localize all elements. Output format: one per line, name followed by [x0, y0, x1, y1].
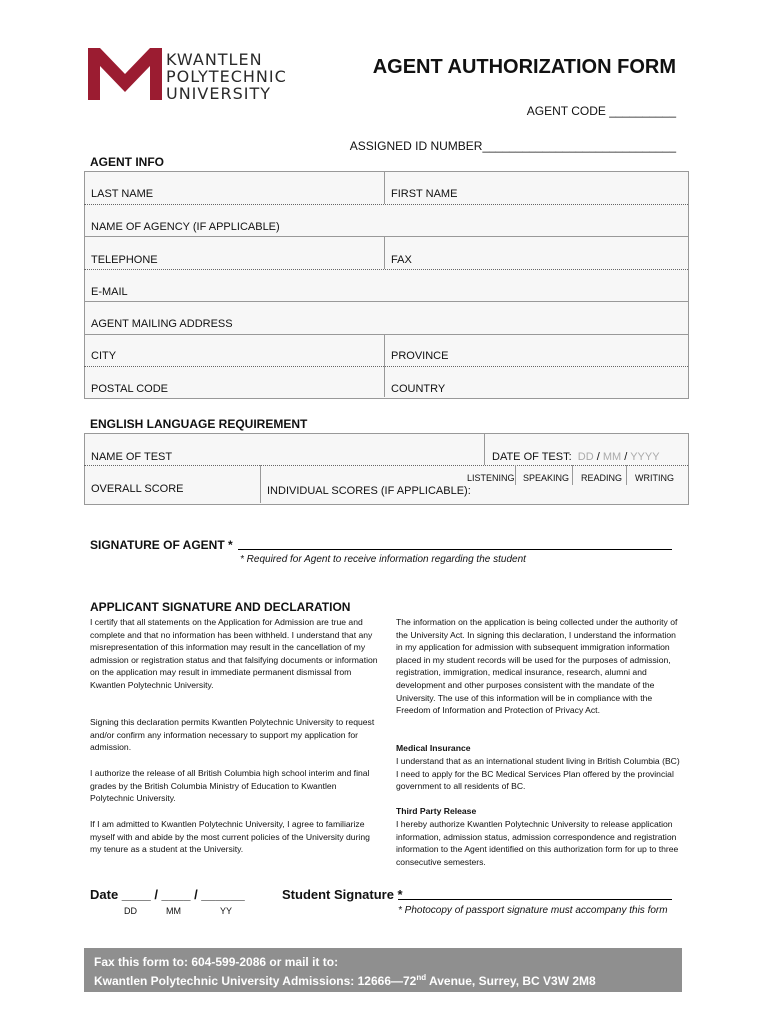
- reading-field[interactable]: READING: [581, 473, 623, 483]
- agent-info-table: [84, 171, 689, 399]
- assigned-id-field[interactable]: ASSIGNED ID NUMBER_____________________________: [349, 139, 676, 153]
- province-field[interactable]: PROVINCE: [391, 350, 449, 362]
- date-of-test-label: DATE OF TEST:: [492, 451, 572, 463]
- postal-code-field[interactable]: POSTAL CODE: [91, 383, 169, 395]
- yyyy-placeholder: YYYY: [630, 451, 660, 463]
- footer-sup: nd: [416, 973, 427, 982]
- telephone-field[interactable]: TELEPHONE: [91, 254, 158, 266]
- footer-line-1: Fax this form to: 604-599-2086 or mail it to:: [94, 955, 339, 969]
- mm-placeholder: MM: [602, 451, 622, 463]
- agent-info-heading: AGENT INFO: [90, 155, 164, 169]
- declaration-left-p2: Signing this declaration permits Kwantlen Polytechnic University to request and/or confirm any information necessary to support my application for admission.: [90, 717, 375, 753]
- medical-insurance-heading: Medical Insurance: [396, 743, 471, 753]
- listening-field[interactable]: LISTENING: [467, 473, 515, 483]
- footer-address-a: Kwantlen Polytechnic University Admissions: 12666—72: [94, 974, 417, 988]
- footer-address-b: Avenue, Surrey, BC V3W 2M8: [426, 974, 596, 988]
- date-of-test-field[interactable]: [492, 451, 660, 463]
- agency-field[interactable]: NAME OF AGENCY (IF APPLICABLE): [91, 221, 280, 233]
- student-signature-line[interactable]: [398, 899, 672, 900]
- date-yy-label: YY: [220, 906, 233, 916]
- email-field[interactable]: E-MAIL: [91, 286, 128, 298]
- slash-1: /: [596, 451, 600, 463]
- third-party-heading: Third Party Release: [396, 806, 477, 816]
- slash-2: /: [624, 451, 628, 463]
- writing-field[interactable]: WRITING: [635, 473, 674, 483]
- brand-line-3: UNIVERSITY: [166, 84, 271, 103]
- agent-signature-note: * Required for Agent to receive information regarding the student: [240, 554, 526, 565]
- declaration-left-p4: If I am admitted to Kwantlen Polytechnic University, I agree to familiarize myself with and abide by the most current policies of the University during my tenure as a student at the University.: [90, 819, 370, 855]
- student-signature-label: Student Signature *: [282, 887, 403, 902]
- declaration-left-p1: I certify that all statements on the Application for Admission are true and complete and that no information has been withheld. I understand that any misrepresentation of this information may result in the cancellation of my admission or registration status and that falsifying documents or information on the application may result in immediate permanent dismissal from Kwantlen Polytechnic University.: [90, 617, 378, 690]
- declaration-left-p3: I authorize the release of all British Columbia high school interim and final grades by the British Columbia Ministry of Education to Kwantlen Polytechnic University.: [90, 768, 370, 804]
- form-title: AGENT AUTHORIZATION FORM: [372, 56, 676, 78]
- brand-line-1: KWANTLEN: [166, 50, 263, 69]
- mailing-address-field[interactable]: AGENT MAILING ADDRESS: [91, 318, 233, 330]
- brand-line-2: POLYTECHNIC: [166, 67, 287, 86]
- country-field[interactable]: COUNTRY: [391, 383, 446, 395]
- footer-line-2: [94, 973, 596, 988]
- third-party-text: I hereby authorize Kwantlen Polytechnic University to release application information, admission status, admission correspondence and registration information to the Agent identified on this authorization form for up to three consecutive semesters.: [396, 819, 679, 867]
- speaking-field[interactable]: SPEAKING: [523, 473, 570, 483]
- university-name: [166, 51, 287, 102]
- date-mm-label: MM: [166, 906, 181, 916]
- date-field[interactable]: Date ____ / ____ / ______: [90, 887, 245, 902]
- overall-score-field[interactable]: OVERALL SCORE: [91, 483, 184, 495]
- first-name-field[interactable]: FIRST NAME: [391, 188, 458, 200]
- city-field[interactable]: CITY: [91, 350, 117, 362]
- declaration-right-p1: The information on the application is being collected under the authority of the University Act. In signing this declaration, I understand the information in my application for admission with subsequent immigration information placed in my student records will be used for the purposes of admission, registration, immigration, medical insurance, research, alumni and development and other purposes consistent with the mandate of the University. The use of this information will be in compliance with the Freedom of Information and Protection of Privacy Act.: [396, 617, 678, 716]
- medical-insurance-text: I understand that as an international student living in British Columbia (BC) I need to apply for the BC Medical Services Plan offered by the provincial government to all residents of BC.: [396, 756, 680, 792]
- student-signature-note: * Photocopy of passport signature must accompany this form: [398, 905, 668, 916]
- individual-scores-label: INDIVIDUAL SCORES (IF APPLICABLE):: [267, 485, 471, 497]
- last-name-field[interactable]: LAST NAME: [91, 188, 154, 200]
- agent-code-field[interactable]: AGENT CODE __________: [526, 104, 676, 118]
- test-name-field[interactable]: NAME OF TEST: [91, 451, 173, 463]
- fax-field[interactable]: FAX: [391, 254, 412, 266]
- declaration-heading: APPLICANT SIGNATURE AND DECLARATION: [90, 600, 351, 614]
- date-dd-label: DD: [124, 906, 137, 916]
- agent-signature-line[interactable]: [238, 549, 672, 550]
- kpu-logo-icon: [88, 44, 162, 104]
- dd-placeholder: DD: [577, 451, 594, 463]
- english-heading: ENGLISH LANGUAGE REQUIREMENT: [90, 417, 308, 431]
- footer-banner: [84, 948, 682, 992]
- agent-signature-label: SIGNATURE OF AGENT *: [90, 538, 233, 552]
